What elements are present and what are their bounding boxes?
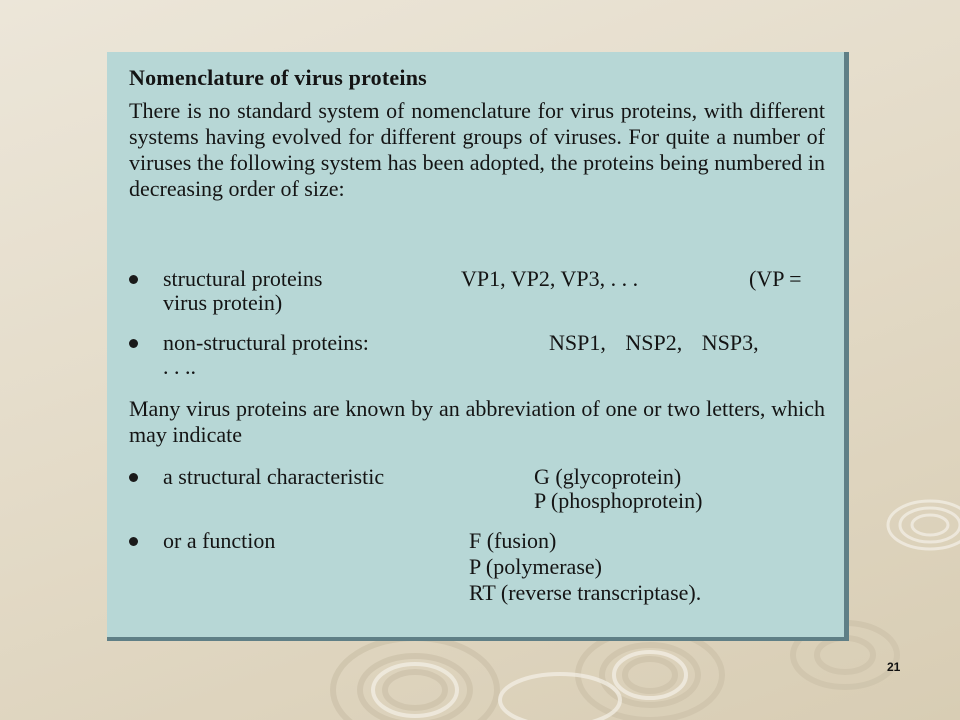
box-title: Nomenclature of virus proteins [129,65,427,90]
bullet-dot-icon [129,473,138,482]
bullet-structural-characteristic [129,464,825,520]
bullet-label: a structural characteristic [163,464,385,489]
bullet-dot-icon [129,275,138,284]
bullet-value: VP1, VP2, VP3, . . . [461,266,639,291]
bullet-continuation: virus protein) [163,290,283,315]
page-number: 21 [887,660,901,674]
bullet-item: P (phosphoprotein) [534,488,703,513]
bullet-item: G (glycoprotein) [534,464,682,489]
bullet-dot-icon [129,537,138,546]
bullet-continuation: . . .. [163,354,196,379]
bullet-dot-icon [129,339,138,348]
bullet-item: F (fusion) [469,528,557,553]
content-box [107,52,849,641]
bullet-note: (VP = [749,266,802,291]
bullet-function [129,528,825,608]
bullet-structural-proteins [129,266,825,322]
bullet-non-structural-proteins [129,330,825,386]
bullet-label: structural proteins [163,266,323,291]
bullet-item: RT (reverse transcriptase). [469,580,702,605]
bullet-value: NSP1, NSP2, NSP3, [549,330,759,355]
abbreviation-paragraph: Many virus proteins are known by an abbreviation of one or two letters, which may indicate [129,396,825,447]
bullet-label: or a function [163,528,276,553]
bullet-item: P (polymerase) [469,554,602,579]
bullet-label: non-structural proteins: [163,330,369,355]
intro-paragraph: There is no standard system of nomenclature for virus proteins, with different systems having evolved for different groups of viruses. For quite a number of viruses the following system has been adopted, the proteins being numbered in decreasing order of size: [129,98,825,201]
